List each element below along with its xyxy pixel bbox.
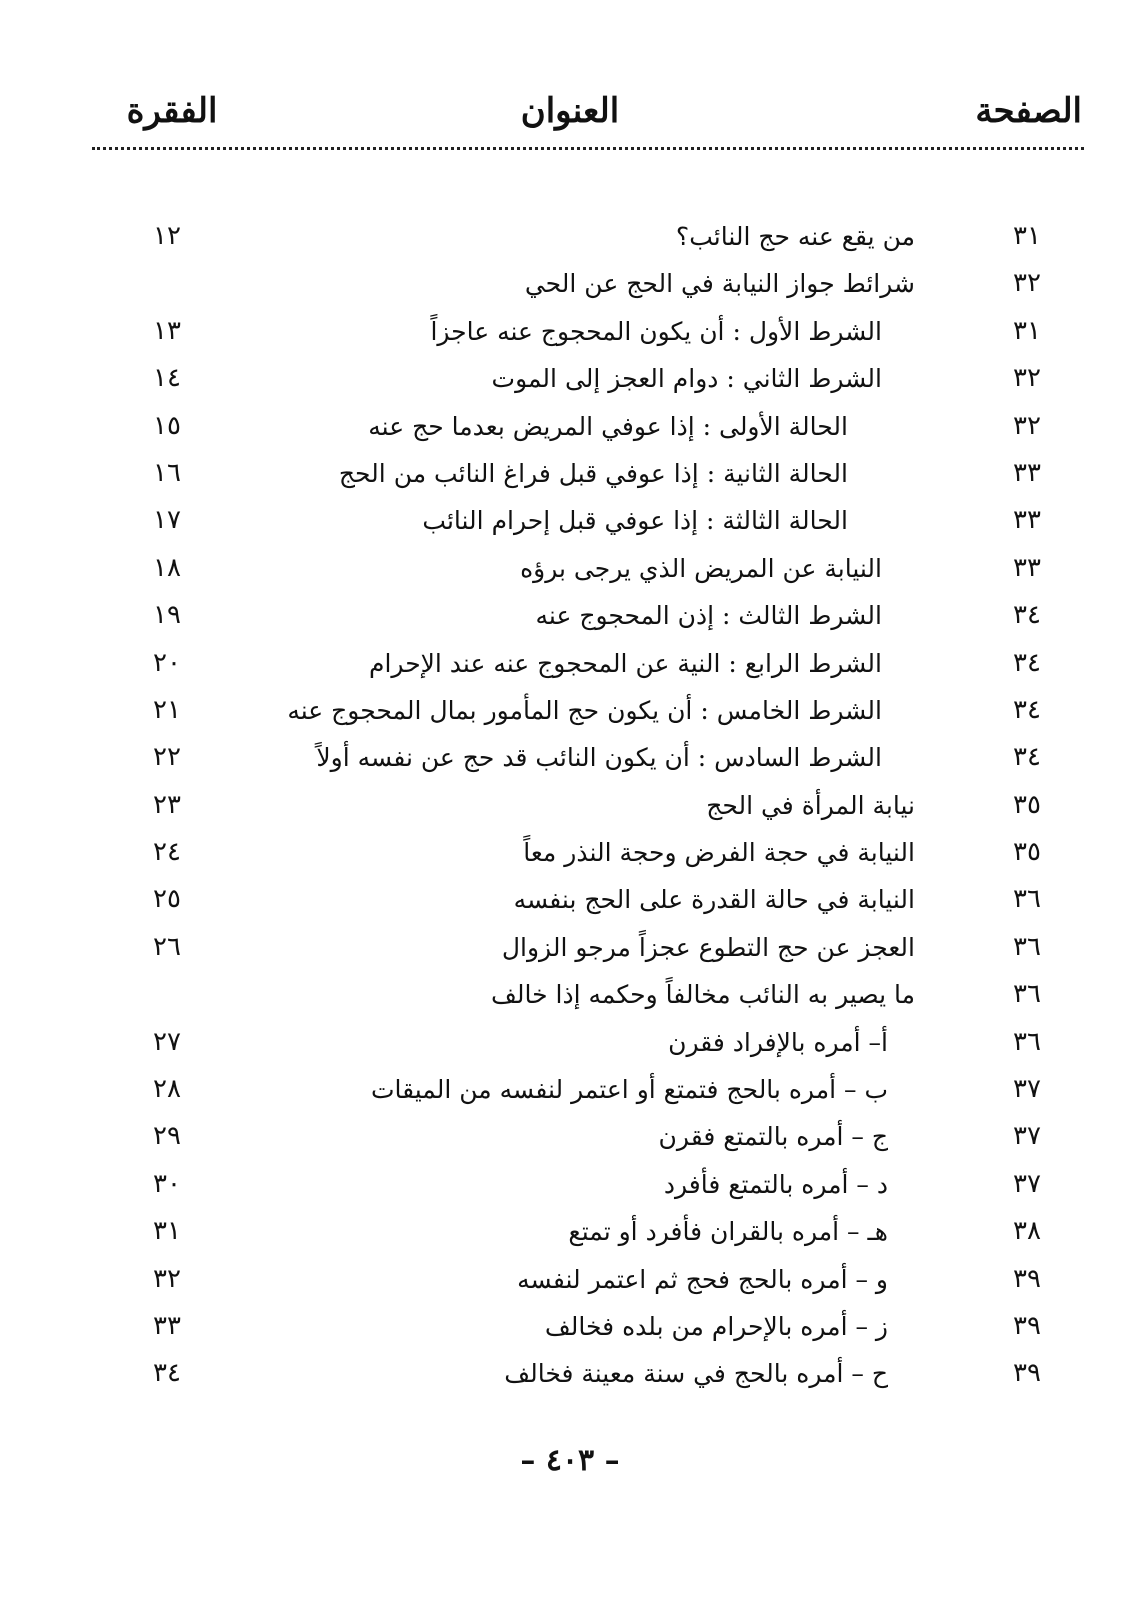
toc-title: النيابة في حالة القدرة على الحج بنفسه <box>513 885 915 915</box>
toc-title: الحالة الثالثة : إذا عوفي قبل إحرام النائب <box>422 506 848 536</box>
toc-page-number: ٣١ <box>1013 315 1041 346</box>
toc-row <box>0 1303 1140 1350</box>
toc-page-number: ٣٩ <box>1013 1263 1041 1294</box>
toc-list <box>0 213 1140 1398</box>
toc-paragraph-number: ٢١ <box>153 694 181 725</box>
toc-page-number: ٣٥ <box>1013 837 1041 868</box>
toc-page-number: ٣٣ <box>1013 505 1041 536</box>
toc-page-number: ٣٦ <box>1013 1026 1041 1057</box>
toc-row <box>0 260 1140 307</box>
toc-row <box>0 213 1140 260</box>
toc-paragraph-number: ٢٧ <box>153 1026 181 1057</box>
toc-title: الشرط الأول : أن يكون المحجوج عنه عاجزاً <box>430 316 882 346</box>
toc-paragraph-number: ٣١ <box>153 1216 181 1247</box>
toc-paragraph-number: ١٣ <box>153 315 181 346</box>
toc-title: نيابة المرأة في الحج <box>706 790 915 820</box>
toc-title: النيابة عن المريض الذي يرجى برؤه <box>520 553 882 583</box>
toc-title: الحالة الثانية : إذا عوفي قبل فراغ النائب من الحج <box>338 458 848 488</box>
toc-row <box>0 971 1140 1018</box>
toc-title: هـ – أمره بالقران فأفرد أو تمتع <box>568 1217 888 1247</box>
toc-title: شرائط جواز النيابة في الحج عن الحي <box>524 269 915 299</box>
header-page-column: الصفحة <box>975 91 1082 131</box>
toc-page-number: ٣٩ <box>1013 1358 1041 1389</box>
toc-page-number: ٣٦ <box>1013 979 1041 1010</box>
toc-title: الشرط الثالث : إذن المحجوج عنه <box>535 601 882 631</box>
toc-page-number: ٣٣ <box>1013 552 1041 583</box>
toc-title: ما يصير به النائب مخالفاً وحكمه إذا خالف <box>490 980 915 1010</box>
dotted-divider <box>92 147 1084 150</box>
toc-row <box>0 308 1140 355</box>
toc-row <box>0 829 1140 876</box>
toc-page-number: ٣٤ <box>1013 694 1041 725</box>
toc-title: الشرط الرابع : النية عن المحجوج عنه عند الإحرام <box>368 648 882 678</box>
toc-page-number: ٣٥ <box>1013 789 1041 820</box>
toc-title: من يقع عنه حج النائب؟ <box>675 222 915 251</box>
toc-paragraph-number: ٣٠ <box>153 1168 181 1199</box>
toc-page-number: ٣١ <box>1013 221 1041 251</box>
toc-paragraph-number: ٢٢ <box>153 742 181 773</box>
toc-paragraph-number: ٢٥ <box>153 884 181 915</box>
toc-page-number: ٣٨ <box>1013 1216 1041 1247</box>
toc-page-number: ٣٧ <box>1013 1074 1041 1105</box>
toc-page-number: ٣٧ <box>1013 1168 1041 1199</box>
header-paragraph-column: الفقرة <box>126 91 218 131</box>
toc-row <box>0 1208 1140 1255</box>
toc-paragraph-number: ١٢ <box>153 221 181 251</box>
toc-title: أ– أمره بالإفراد فقرن <box>668 1027 888 1057</box>
toc-row <box>0 1350 1140 1397</box>
toc-title: ج – أمره بالتمتع فقرن <box>658 1122 888 1152</box>
toc-page-number: ٣٤ <box>1013 742 1041 773</box>
header-title-column: العنوان <box>520 91 620 131</box>
toc-paragraph-number: ٣٢ <box>153 1263 181 1294</box>
toc-row <box>0 1113 1140 1160</box>
toc-title: ب – أمره بالحج فتمتع أو اعتمر لنفسه من الميقات <box>370 1075 888 1105</box>
toc-row <box>0 450 1140 497</box>
toc-paragraph-number: ١٤ <box>153 363 181 394</box>
toc-paragraph-number: ٢٠ <box>153 647 181 678</box>
toc-row <box>0 1161 1140 1208</box>
toc-page-number: ٣٣ <box>1013 457 1041 488</box>
toc-row <box>0 1256 1140 1303</box>
toc-paragraph-number: ٢٣ <box>153 789 181 820</box>
toc-paragraph-number: ١٧ <box>153 505 181 536</box>
toc-page-number: ٣٢ <box>1013 268 1041 299</box>
toc-row <box>0 1066 1140 1113</box>
toc-row <box>0 640 1140 687</box>
toc-page-number: ٣٦ <box>1013 884 1041 915</box>
toc-title: الشرط الثاني : دوام العجز إلى الموت <box>491 364 882 394</box>
toc-page-number: ٣٢ <box>1013 410 1041 441</box>
toc-row <box>0 497 1140 544</box>
toc-paragraph-number: ١٦ <box>153 457 181 488</box>
toc-page-number: ٣٤ <box>1013 600 1041 631</box>
toc-title: ح – أمره بالحج في سنة معينة فخالف <box>504 1359 888 1389</box>
toc-title: د – أمره بالتمتع فأفرد <box>663 1169 888 1199</box>
toc-page-number: ٣٦ <box>1013 931 1041 962</box>
toc-page-number: ٣٢ <box>1013 363 1041 394</box>
toc-title: الشرط الخامس : أن يكون حج المأمور بمال المحجوج عنه <box>287 695 882 725</box>
page-number-footer: – ٤٠٣ – <box>520 1443 620 1478</box>
toc-paragraph-number: ١٨ <box>153 552 181 583</box>
toc-row <box>0 687 1140 734</box>
toc-paragraph-number: ١٥ <box>153 410 181 441</box>
toc-row <box>0 782 1140 829</box>
toc-title: ز – أمره بالإحرام من بلده فخالف <box>544 1311 888 1341</box>
toc-row <box>0 734 1140 781</box>
toc-title: الشرط السادس : أن يكون النائب قد حج عن نفسه أولاً <box>316 743 882 773</box>
toc-paragraph-number: ١٩ <box>153 600 181 631</box>
toc-page-number: ٣٧ <box>1013 1121 1041 1152</box>
toc-title: و – أمره بالحج فحج ثم اعتمر لنفسه <box>517 1264 888 1294</box>
toc-paragraph-number: ٢٩ <box>153 1121 181 1152</box>
toc-row <box>0 1019 1140 1066</box>
toc-paragraph-number: ٢٤ <box>153 837 181 868</box>
toc-row <box>0 592 1140 639</box>
toc-page-number: ٣٩ <box>1013 1310 1041 1341</box>
table-header <box>0 86 1140 136</box>
toc-row <box>0 355 1140 402</box>
toc-row <box>0 545 1140 592</box>
toc-paragraph-number: ٢٨ <box>153 1074 181 1105</box>
toc-paragraph-number: ٢٦ <box>153 931 181 962</box>
toc-row <box>0 403 1140 450</box>
toc-paragraph-number: ٣٤ <box>153 1358 181 1389</box>
toc-title: الحالة الأولى : إذا عوفي المريض بعدما حج عنه <box>368 411 848 441</box>
toc-title: النيابة في حجة الفرض وحجة النذر معاً <box>523 838 915 868</box>
toc-paragraph-number: ٣٣ <box>153 1310 181 1341</box>
toc-row <box>0 876 1140 923</box>
toc-title: العجز عن حج التطوع عجزاً مرجو الزوال <box>501 932 915 962</box>
toc-row <box>0 924 1140 971</box>
toc-page-number: ٣٤ <box>1013 647 1041 678</box>
